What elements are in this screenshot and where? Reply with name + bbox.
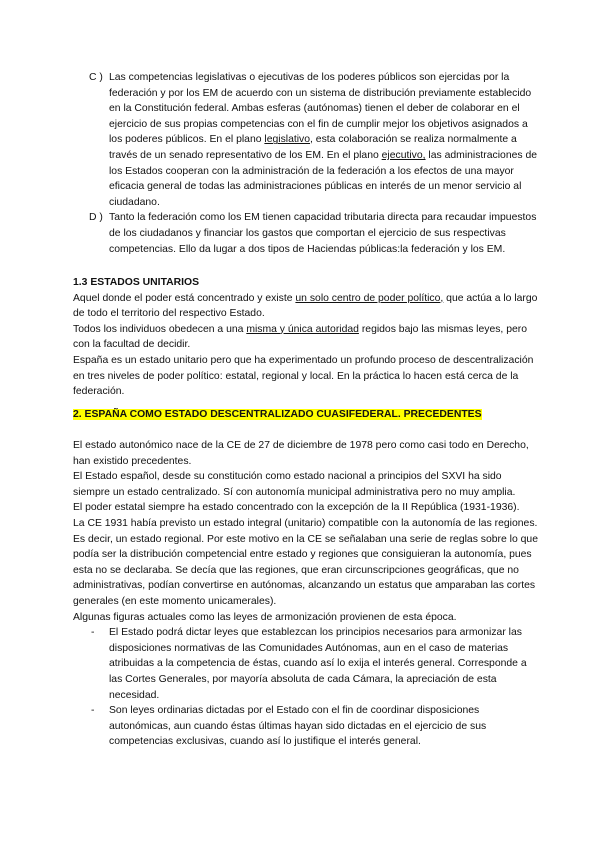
bullet-marker: -	[91, 627, 95, 639]
section-2-heading-wrap	[73, 407, 539, 423]
paragraph: El poder estatal siempre ha estado concentrado con la excepción de la II República (1931-1936).	[73, 502, 520, 514]
list-item	[91, 703, 539, 750]
section-heading: 1.3 ESTADOS UNITARIOS	[73, 277, 200, 288]
list-item-d	[89, 210, 537, 257]
list-item-text: El Estado podrá dictar leyes que establezcan los principios necesarios para armonizar las disposiciones normativas de las Comunidades Autónomas, aun en el caso de materias atribuidas a la competencia de éstas, cuando así lo exija el interés general. Corresponde a las Cortes Generales, por mayoría absoluta de cada Cámara, la apreciación de esta necesidad.	[109, 627, 527, 701]
paragraph: La CE 1931 había previsto un estado integral (unitario) compatible con la autonomía de las regiones. Es decir, un estado regional. Por este motivo en la CE se señalaban una serie de reglas sobre lo que podía ser la distribución competencial entre estado y regiones que consiguieran la autonomía, pues esta no se declaraba. Se decía que las regiones, que eran circunscripciones geográficas, que no administrativas, podían convertirse en autónomas, alcanzando un estatus que amparaban las cortes generales (en este momento unicamerales).	[73, 517, 538, 607]
bullet-list	[73, 625, 539, 750]
section-espana-descentralizado	[73, 438, 539, 750]
paragraph: El Estado español, desde su constitución como estado nacional a principios del SXVI ha sido siempre un estado centralizado. Sí con autonomía municipal administrativa pero no muy amplia.	[73, 471, 516, 498]
list-marker: D )	[89, 212, 103, 224]
underlined-term: misma y única autoridad	[246, 323, 359, 335]
paragraph: Aquel donde el poder está concentrado y existe un solo centro de poder político, que actúa a lo largo de todo el territorio del respectivo Estado.	[73, 292, 538, 320]
section-estados-unitarios	[73, 275, 539, 400]
list-item-text: Las competencias legislativas o ejecutivas de los poderes públicos son ejercidas por la federación y por los EM de acuerdo con un sistema de distribución previamente establecido en la Constitución federal. Ambas esferas (autónomas) tienen el deber de colaborar en el ejercicio de sus propias competencias con el fin de cumplir mejor los objetivos asignados a los poderes públicos. En el plano legislativo, esta colaboración se realiza normalmente a través de un senado representativo de los EM. En el plano ejecutivo, las administraciones de los Estados cooperan con la administración de la federación a los efectos de una mayor eficacia general de todas las administraciones públicas en interés de un menor servicio al ciudadano.	[109, 72, 538, 208]
paragraph: Todos los individuos obedecen a una misma y única autoridad regidos bajo las mismas leyes, pero con la facultad de decidir.	[73, 323, 527, 351]
list-item-text: Tanto la federación como los EM tienen capacidad tributaria directa para recaudar impuestos de los ciudadanos y financiar los gastos que comportan el ejercicio de sus respectivas competencias. Ello da lugar a dos tipos de Haciendas públicas:la federación y los EM.	[109, 212, 537, 255]
section-heading-highlighted: 2. ESPAÑA COMO ESTADO DESCENTRALIZADO CUASIFEDERAL. PRECEDENTES	[73, 409, 482, 420]
bullet-marker: -	[91, 705, 95, 717]
paragraph: Algunas figuras actuales como las leyes de armonización provienen de esta época.	[73, 611, 457, 623]
list-item	[91, 625, 539, 703]
list-marker: C )	[89, 72, 103, 83]
list-item-text: Son leyes ordinarias dictadas por el Estado con el fin de coordinar disposiciones autonómicas, aun cuando éstas últimas hayan sido dictadas en el ejercicio de sus competencias exclusivas, cuando así lo justifique el interés general.	[109, 705, 487, 748]
underlined-term: un solo centro de poder político,	[295, 292, 444, 304]
underlined-term: ejecutivo,	[381, 149, 426, 161]
list-item-c	[89, 70, 537, 210]
paragraph: España es un estado unitario pero que ha experimentado un profundo proceso de descentralización en tres niveles de poder político: estatal, regional y local. En la práctica lo hacen está cerca de la federación.	[73, 354, 534, 398]
paragraph: El estado autonómico nace de la CE de 27 de diciembre de 1978 pero como casi todo en Derecho, han existido precedentes.	[73, 440, 529, 467]
competencias-list	[89, 70, 537, 257]
underlined-term: legislativo	[264, 134, 311, 146]
